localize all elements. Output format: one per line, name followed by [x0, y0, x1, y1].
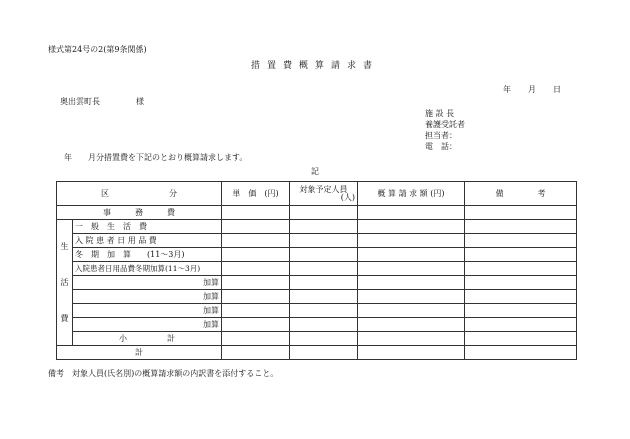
unit-price-cell[interactable]: [222, 318, 290, 332]
table-row: [57, 262, 577, 276]
date-day: 日: [553, 85, 561, 94]
unit-price-cell[interactable]: [222, 248, 290, 262]
table-row: [57, 234, 577, 248]
seikatsu-item-label: 一 般 生 活 費: [73, 220, 222, 234]
category-header: [57, 182, 222, 206]
person-in-charge-label: 担当者：: [425, 131, 457, 140]
unit-price-cell[interactable]: [222, 206, 290, 220]
unit-price-cell[interactable]: [222, 220, 290, 234]
subtotal-label: 小 計: [73, 332, 222, 346]
remarks-cell[interactable]: [465, 332, 577, 346]
date-year: 年: [503, 85, 511, 94]
amount-header: 概 算 請 求 額 (円): [358, 182, 465, 206]
honorific: 様: [136, 97, 144, 106]
kasan-label: 加算: [73, 290, 222, 304]
table-row: [57, 332, 577, 346]
persons-cell[interactable]: [290, 290, 358, 304]
request-table: [56, 181, 577, 360]
date-month: 月: [528, 85, 536, 94]
persons-cell[interactable]: [290, 304, 358, 318]
remarks-cell[interactable]: [465, 276, 577, 290]
amount-cell[interactable]: [358, 346, 465, 360]
amount-cell[interactable]: [358, 248, 465, 262]
seikatsu-item-label: 冬 期 加 算 (11～3月): [73, 248, 222, 262]
amount-cell[interactable]: [358, 276, 465, 290]
persons-cell[interactable]: [290, 234, 358, 248]
facility-head-label: 施 設 長: [425, 109, 455, 118]
remarks-cell[interactable]: [465, 346, 577, 360]
header-row: [57, 182, 577, 206]
seikatsu-char-2: 活: [60, 277, 69, 287]
seikatsu-char-3: 費: [60, 313, 69, 323]
amount-cell[interactable]: [358, 290, 465, 304]
unit-price-cell[interactable]: [222, 290, 290, 304]
unit-price-cell[interactable]: [222, 234, 290, 248]
unit-price-cell[interactable]: [222, 346, 290, 360]
unit-price-cell[interactable]: [222, 276, 290, 290]
persons-cell[interactable]: [290, 276, 358, 290]
remarks-cell[interactable]: [465, 262, 577, 276]
phone-label: 電 話：: [425, 142, 457, 151]
addressee: 奥出雲町長: [60, 97, 100, 106]
amount-cell[interactable]: [358, 304, 465, 318]
intro-text: 年 月分措置費を下記のとおり概算請求します。: [64, 153, 248, 162]
note-text: 備考 対象人員(氏名別)の概算請求額の内訳書を添付すること。: [48, 369, 279, 378]
amount-cell[interactable]: [358, 220, 465, 234]
persons-cell[interactable]: [290, 318, 358, 332]
persons-cell[interactable]: [290, 346, 358, 360]
kasan-label: 加算: [73, 318, 222, 332]
seikatsu-char-1: 生: [60, 241, 69, 251]
remarks-cell[interactable]: [465, 206, 577, 220]
persons-header: [290, 182, 358, 206]
amount-cell[interactable]: [358, 206, 465, 220]
remarks-cell[interactable]: [465, 220, 577, 234]
remarks-cell[interactable]: [465, 248, 577, 262]
kasan-label: 加算: [73, 276, 222, 290]
persons-cell[interactable]: [290, 262, 358, 276]
persons-header-line1: 対象予定人員: [299, 184, 348, 194]
amount-cell[interactable]: [358, 234, 465, 248]
amount-cell[interactable]: [358, 318, 465, 332]
unit-price-cell[interactable]: [222, 332, 290, 346]
jimuhi-label: 事 務 費: [57, 206, 222, 220]
seikatsu-item-label: 入院患者日用品費冬期加算(11～3月): [73, 262, 222, 276]
remarks-header: [465, 182, 577, 206]
table-row: [57, 276, 577, 290]
remarks-header-left: 備: [495, 188, 504, 198]
table-row: [57, 304, 577, 318]
persons-cell[interactable]: [290, 220, 358, 234]
table-row: [57, 290, 577, 304]
total-label: 計: [57, 346, 222, 360]
seikatsu-side-label: [57, 220, 73, 346]
amount-cell[interactable]: [358, 332, 465, 346]
unit-price-cell[interactable]: [222, 262, 290, 276]
unit-price-header: 単 価 (円): [222, 182, 290, 206]
remarks-cell[interactable]: [465, 290, 577, 304]
persons-cell[interactable]: [290, 248, 358, 262]
table-row: [57, 206, 577, 220]
form-number: 様式第24号の2(第9条関係): [48, 45, 147, 54]
persons-cell[interactable]: [290, 332, 358, 346]
guardian-label: 養護受託者: [425, 120, 465, 129]
remarks-cell[interactable]: [465, 318, 577, 332]
remarks-header-right: 考: [537, 188, 546, 198]
remarks-cell[interactable]: [465, 234, 577, 248]
remarks-cell[interactable]: [465, 304, 577, 318]
table-row: [57, 248, 577, 262]
ki-label: 記: [311, 167, 319, 176]
persons-header-line2: (人): [340, 192, 355, 202]
amount-cell[interactable]: [358, 262, 465, 276]
seikatsu-item-label: 入 院 患 者 日 用 品 費: [73, 234, 222, 248]
table-row: [57, 346, 577, 360]
document-title: 措置費概算請求書: [250, 61, 379, 71]
table-row: [57, 220, 577, 234]
kasan-label: 加算: [73, 304, 222, 318]
category-header-left: 区: [101, 188, 109, 198]
unit-price-cell[interactable]: [222, 304, 290, 318]
persons-cell[interactable]: [290, 206, 358, 220]
category-header-right: 分: [169, 188, 177, 198]
table-row: [57, 318, 577, 332]
